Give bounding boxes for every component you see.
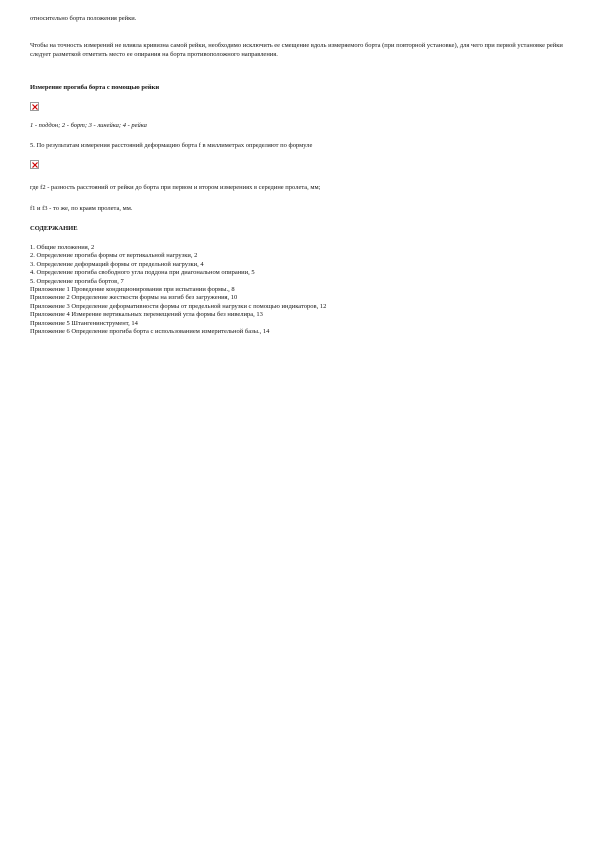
toc-item-5[interactable]: 5. Определение прогиба бортов, 7 <box>30 277 124 285</box>
figure-legend: 1 - поддон; 2 - борт; 3 - линейка; 4 - рейка <box>30 122 147 129</box>
toc-item-appendix-3[interactable]: Приложение 3 Определение деформативности формы от предельной нагрузки с помощью индикаторов, 12 <box>30 302 327 310</box>
toc-item-appendix-6[interactable]: Приложение 6 Определение прогиба борта с использованием измерительной базы., 14 <box>30 328 270 336</box>
broken-image-x-icon <box>32 104 38 110</box>
paragraph-rail-placement: Чтобы на точность измерений не влияла кривизна самой рейки, необходимо исключить ее смещение вдоль измеряемого борта (при повторной установке), для чего при первой установке рейки следует разметкой отметить место ее опирания на борта противоположного направления. <box>30 42 563 58</box>
toc-heading: СОДЕРЖАНИЕ <box>30 225 78 232</box>
section-heading-rail-measurement: Измерение прогиба борта с помощью рейки <box>30 84 160 91</box>
toc-item-appendix-5[interactable]: Приложение 5 Штангенинструмент, 14 <box>30 319 138 327</box>
table-of-contents <box>30 244 570 336</box>
toc-item-4[interactable]: 4. Определение прогиба свободного угла поддона при диагональном опирании, 5 <box>30 269 255 277</box>
broken-image-x-icon <box>32 162 38 168</box>
toc-item-appendix-4[interactable]: Приложение 4 Измерение вертикальных перемещений угла формы без нивелира, 13 <box>30 311 263 319</box>
paragraph-f2-definition: где f2 - разность расстояний от рейки до борта при первом и втором измерениях в середине пролета, мм; <box>30 184 321 191</box>
figure-broken-image-icon[interactable] <box>30 102 39 111</box>
formula-broken-image-icon[interactable] <box>30 160 39 169</box>
toc-item-3[interactable]: 3. Определение деформаций формы от предельной нагрузки, 4 <box>30 260 204 268</box>
paragraph-continuation: относительно борта положения рейки. <box>30 15 137 22</box>
toc-item-appendix-2[interactable]: Приложение 2 Определение жесткости формы на изгиб без загружения, 10 <box>30 294 238 302</box>
toc-item-appendix-1[interactable]: Приложение 1 Проведение кондиционирования при испытании формы., 8 <box>30 286 235 294</box>
paragraph-f1-f3-definition: f1 и f3 - то же, по краям пролета, мм. <box>30 205 133 212</box>
paragraph-formula-intro: 5. По результатам измерения расстояний деформацию борта f в миллиметрах определяют по формуле <box>30 142 313 149</box>
toc-item-1[interactable]: 1. Общие положения, 2 <box>30 244 95 251</box>
toc-item-2[interactable]: 2. Определение прогиба формы от вертикальной нагрузки, 2 <box>30 252 198 260</box>
